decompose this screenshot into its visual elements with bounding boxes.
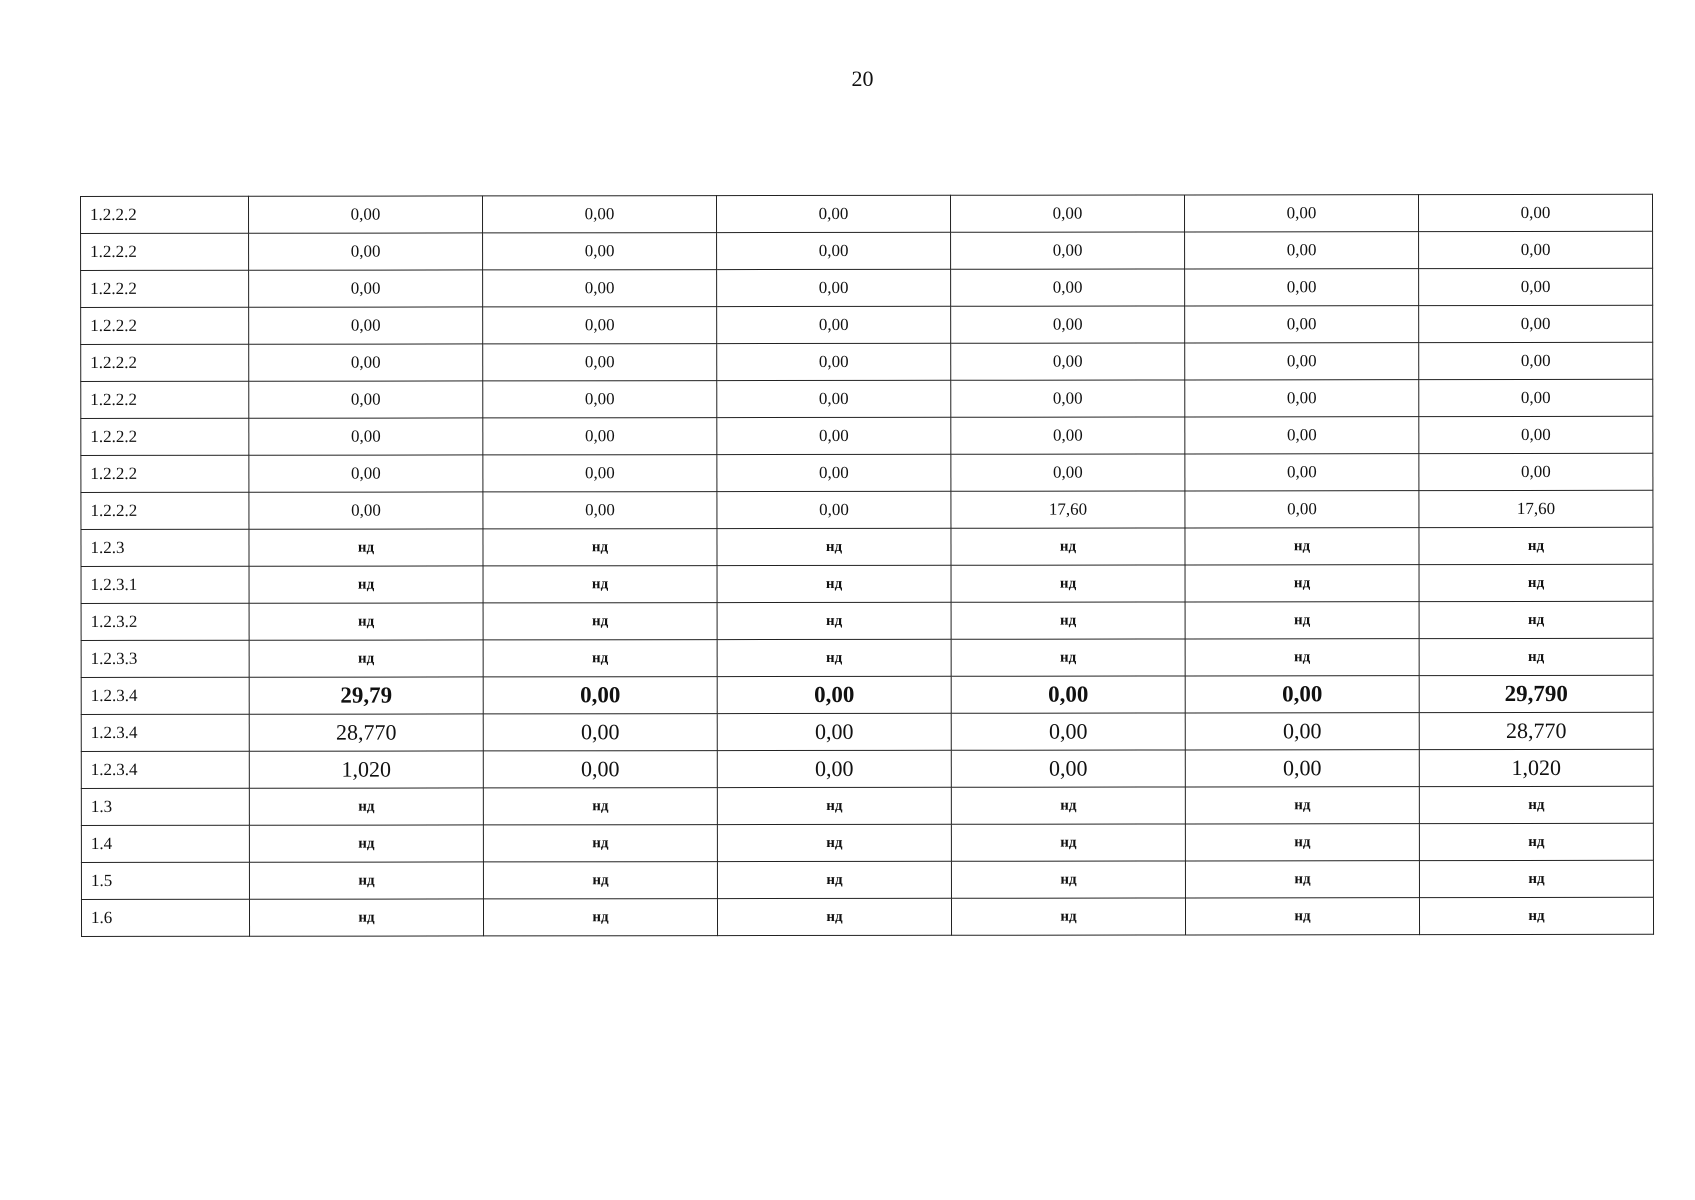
value-cell: 0,00 bbox=[249, 233, 483, 270]
table-row bbox=[81, 490, 1653, 529]
value-cell: 0,00 bbox=[717, 232, 951, 269]
value-cell: 17,60 bbox=[951, 491, 1185, 528]
value-cell: нд bbox=[717, 787, 951, 824]
value-cell: нд bbox=[717, 898, 951, 935]
table-row bbox=[81, 638, 1653, 677]
value-cell: 0,00 bbox=[249, 270, 483, 307]
value-cell: 0,00 bbox=[483, 381, 717, 418]
value-cell: нд bbox=[1419, 897, 1653, 934]
value-cell: нд bbox=[1185, 898, 1419, 935]
value-cell: 0,00 bbox=[249, 492, 483, 529]
value-cell: 0,00 bbox=[1185, 269, 1419, 306]
value-cell: нд bbox=[1185, 565, 1419, 602]
value-cell: нд bbox=[1185, 602, 1419, 639]
value-cell: 0,00 bbox=[483, 196, 717, 233]
value-cell: нд bbox=[1419, 601, 1653, 638]
value-cell: 1,020 bbox=[249, 751, 483, 788]
value-cell: нд bbox=[1419, 564, 1653, 601]
table-row bbox=[81, 823, 1653, 862]
value-cell: нд bbox=[483, 566, 717, 603]
row-code-cell: 1.2.2.2 bbox=[81, 196, 249, 233]
value-cell: нд bbox=[1419, 638, 1653, 675]
value-cell: 0,00 bbox=[951, 713, 1185, 750]
row-code-cell: 1.2.2.2 bbox=[81, 492, 249, 529]
value-cell: нд bbox=[483, 862, 717, 899]
row-code-cell: 1.3 bbox=[81, 788, 249, 825]
value-cell: 0,00 bbox=[1419, 305, 1653, 342]
table-row bbox=[81, 453, 1653, 492]
value-cell: 0,00 bbox=[717, 491, 951, 528]
value-cell: 0,00 bbox=[951, 380, 1185, 417]
row-code-cell: 1.2.3 bbox=[81, 529, 249, 566]
value-cell: 0,00 bbox=[1419, 231, 1653, 268]
value-cell: нд bbox=[717, 602, 951, 639]
value-cell: нд bbox=[249, 788, 483, 825]
value-cell: 0,00 bbox=[1185, 380, 1419, 417]
value-cell: 0,00 bbox=[1185, 306, 1419, 343]
value-cell: 0,00 bbox=[1185, 417, 1419, 454]
value-cell: нд bbox=[249, 825, 483, 862]
row-code-cell: 1.2.3.4 bbox=[81, 714, 249, 751]
value-cell: 0,00 bbox=[1419, 416, 1653, 453]
value-cell: 0,00 bbox=[1185, 713, 1419, 750]
row-code-cell: 1.2.3.1 bbox=[81, 566, 249, 603]
value-cell: 0,00 bbox=[951, 454, 1185, 491]
table-row bbox=[81, 305, 1653, 344]
value-cell: нд bbox=[249, 862, 483, 899]
value-cell: 0,00 bbox=[483, 751, 717, 788]
value-cell: нд bbox=[483, 640, 717, 677]
row-code-cell: 1.6 bbox=[81, 899, 249, 936]
value-cell: 0,00 bbox=[1185, 454, 1419, 491]
value-cell: нд bbox=[1185, 787, 1419, 824]
row-code-cell: 1.2.3.4 bbox=[81, 677, 249, 714]
value-cell: 0,00 bbox=[483, 233, 717, 270]
value-cell: 0,00 bbox=[1419, 268, 1653, 305]
value-cell: нд bbox=[483, 825, 717, 862]
value-cell: 0,00 bbox=[249, 418, 483, 455]
value-cell: нд bbox=[1419, 786, 1653, 823]
table-row bbox=[81, 786, 1653, 825]
value-cell: 0,00 bbox=[951, 343, 1185, 380]
value-cell: 0,00 bbox=[483, 307, 717, 344]
row-code-cell: 1.4 bbox=[81, 825, 249, 862]
value-cell: нд bbox=[717, 861, 951, 898]
value-cell: 28,770 bbox=[1419, 712, 1653, 749]
value-cell: нд bbox=[1419, 860, 1653, 897]
row-code-cell: 1.2.3.2 bbox=[81, 603, 249, 640]
value-cell: 0,00 bbox=[951, 232, 1185, 269]
table-row bbox=[81, 897, 1653, 936]
value-cell: 0,00 bbox=[951, 306, 1185, 343]
value-cell: 0,00 bbox=[1185, 750, 1419, 787]
value-cell: 0,00 bbox=[483, 714, 717, 751]
value-cell: 0,00 bbox=[1185, 676, 1419, 713]
value-cell: нд bbox=[1419, 527, 1653, 564]
value-cell: 0,00 bbox=[717, 676, 951, 713]
value-cell: 0,00 bbox=[1185, 491, 1419, 528]
value-cell: 28,770 bbox=[249, 714, 483, 751]
value-cell: 0,00 bbox=[951, 269, 1185, 306]
value-cell: нд bbox=[951, 861, 1185, 898]
value-cell: 0,00 bbox=[1184, 195, 1418, 232]
value-cell: 0,00 bbox=[717, 269, 951, 306]
table-row bbox=[81, 860, 1653, 899]
value-cell: нд bbox=[1419, 823, 1653, 860]
value-cell: нд bbox=[951, 824, 1185, 861]
value-cell: нд bbox=[951, 639, 1185, 676]
value-cell: 0,00 bbox=[717, 195, 951, 232]
value-cell: 1,020 bbox=[1419, 749, 1653, 786]
table-row bbox=[81, 564, 1653, 603]
value-cell: 29,790 bbox=[1419, 675, 1653, 712]
value-cell: нд bbox=[951, 602, 1185, 639]
value-cell: нд bbox=[717, 639, 951, 676]
value-cell: нд bbox=[483, 899, 717, 936]
value-cell: 0,00 bbox=[1419, 342, 1653, 379]
value-cell: 0,00 bbox=[483, 677, 717, 714]
table-row bbox=[81, 268, 1653, 307]
value-cell: 0,00 bbox=[1185, 232, 1419, 269]
page-number: 20 bbox=[851, 66, 874, 91]
table-row bbox=[81, 379, 1653, 418]
value-cell: 0,00 bbox=[249, 344, 483, 381]
table-row bbox=[81, 749, 1653, 788]
table-row bbox=[81, 675, 1653, 714]
value-cell: нд bbox=[1185, 824, 1419, 861]
data-table bbox=[80, 194, 1654, 937]
value-cell: нд bbox=[483, 529, 717, 566]
value-cell: 0,00 bbox=[249, 455, 483, 492]
value-cell: нд bbox=[249, 603, 483, 640]
value-cell: нд bbox=[717, 565, 951, 602]
row-code-cell: 1.5 bbox=[81, 862, 249, 899]
value-cell: 0,00 bbox=[249, 307, 483, 344]
table-row bbox=[81, 712, 1653, 751]
table-row bbox=[81, 416, 1653, 455]
value-cell: 17,60 bbox=[1419, 490, 1653, 527]
value-cell: 0,00 bbox=[483, 418, 717, 455]
value-cell: нд bbox=[951, 528, 1185, 565]
value-cell: 0,00 bbox=[483, 344, 717, 381]
value-cell: нд bbox=[951, 787, 1185, 824]
row-code-cell: 1.2.2.2 bbox=[81, 233, 249, 270]
row-code-cell: 1.2.3.4 bbox=[81, 751, 249, 788]
table-row bbox=[81, 194, 1653, 233]
value-cell: нд bbox=[717, 824, 951, 861]
value-cell: нд bbox=[1185, 528, 1419, 565]
value-cell: нд bbox=[249, 566, 483, 603]
row-code-cell: 1.2.2.2 bbox=[81, 381, 249, 418]
value-cell: 0,00 bbox=[483, 492, 717, 529]
value-cell: 0,00 bbox=[1185, 343, 1419, 380]
value-cell: 0,00 bbox=[1419, 453, 1653, 490]
row-code-cell: 1.2.2.2 bbox=[81, 307, 249, 344]
table-body bbox=[81, 194, 1654, 936]
value-cell: нд bbox=[249, 899, 483, 936]
value-cell: 0,00 bbox=[249, 196, 483, 233]
value-cell: нд bbox=[951, 565, 1185, 602]
value-cell: 0,00 bbox=[717, 713, 951, 750]
table-row bbox=[81, 601, 1653, 640]
value-cell: 0,00 bbox=[717, 343, 951, 380]
value-cell: 29,79 bbox=[249, 677, 483, 714]
row-code-cell: 1.2.2.2 bbox=[81, 270, 249, 307]
value-cell: 0,00 bbox=[951, 676, 1185, 713]
value-cell: нд bbox=[483, 603, 717, 640]
value-cell: нд bbox=[951, 898, 1185, 935]
table-row bbox=[81, 527, 1653, 566]
row-code-cell: 1.2.2.2 bbox=[81, 344, 249, 381]
row-code-cell: 1.2.3.3 bbox=[81, 640, 249, 677]
value-cell: 0,00 bbox=[717, 750, 951, 787]
value-cell: 0,00 bbox=[717, 306, 951, 343]
value-cell: нд bbox=[483, 788, 717, 825]
table-row bbox=[81, 231, 1653, 270]
value-cell: 0,00 bbox=[717, 380, 951, 417]
value-cell: 0,00 bbox=[951, 750, 1185, 787]
value-cell: 0,00 bbox=[951, 417, 1185, 454]
value-cell: 0,00 bbox=[483, 455, 717, 492]
value-cell: нд bbox=[249, 640, 483, 677]
row-code-cell: 1.2.2.2 bbox=[81, 418, 249, 455]
value-cell: 0,00 bbox=[717, 417, 951, 454]
value-cell: 0,00 bbox=[483, 270, 717, 307]
value-cell: 0,00 bbox=[950, 195, 1184, 232]
value-cell: нд bbox=[1185, 861, 1419, 898]
value-cell: 0,00 bbox=[717, 454, 951, 491]
value-cell: 0,00 bbox=[1419, 379, 1653, 416]
table-row bbox=[81, 342, 1653, 381]
value-cell: нд bbox=[249, 529, 483, 566]
row-code-cell: 1.2.2.2 bbox=[81, 455, 249, 492]
value-cell: нд bbox=[717, 528, 951, 565]
value-cell: 0,00 bbox=[1418, 194, 1652, 231]
value-cell: 0,00 bbox=[249, 381, 483, 418]
value-cell: нд bbox=[1185, 639, 1419, 676]
